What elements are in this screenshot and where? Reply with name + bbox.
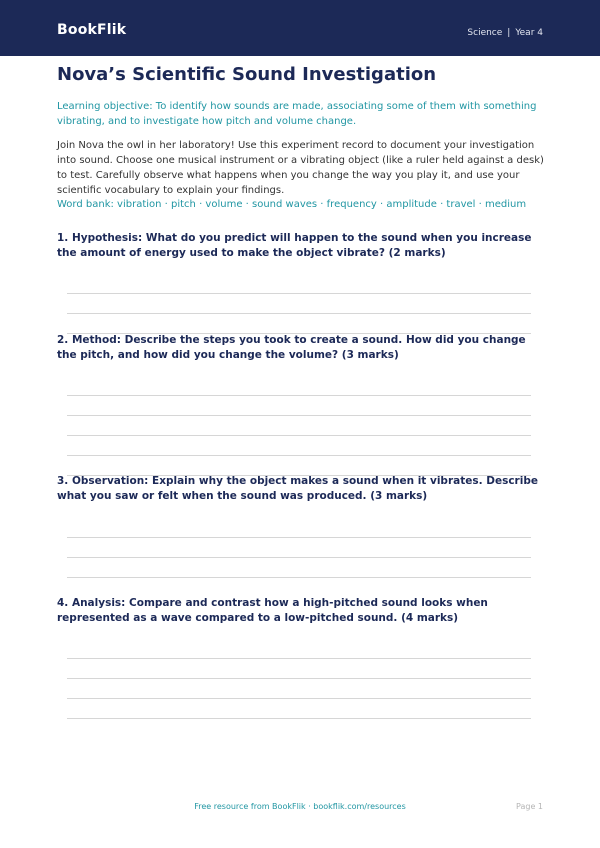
header-bar	[0, 0, 600, 56]
answer-line[interactable]	[67, 658, 531, 659]
word-bank: Word bank: vibration · pitch · volume · sound waves · frequency · amplitude · travel · medium	[57, 199, 527, 210]
answer-line[interactable]	[67, 395, 531, 396]
brand-logo: BookFlik	[57, 22, 127, 38]
answer-line[interactable]	[67, 455, 531, 456]
learning-objective: Learning objective: To identify how sounds are made, associating some of them with something vibrating, and to investigate how pitch and volume change.	[57, 101, 537, 127]
subject-label: Science	[467, 28, 503, 38]
year-label: Year 4	[515, 28, 543, 38]
subject-year	[467, 28, 543, 38]
meta-separator: |	[507, 28, 511, 38]
answer-line[interactable]	[67, 577, 531, 578]
answer-line[interactable]	[67, 313, 531, 314]
footer-link[interactable]: Free resource from BookFlik · bookflik.com/resources	[194, 802, 406, 811]
answer-line[interactable]	[67, 293, 531, 294]
answer-line[interactable]	[67, 537, 531, 538]
answer-line[interactable]	[67, 678, 531, 679]
answer-line[interactable]	[67, 698, 531, 699]
answer-line[interactable]	[67, 557, 531, 558]
question-4: 4. Analysis: Compare and contrast how a high-pitched sound looks when represented as a wave compared to a low-pitched sound. (4 marks)	[57, 597, 488, 624]
answer-line[interactable]	[67, 718, 531, 719]
answer-line[interactable]	[67, 435, 531, 436]
answer-line[interactable]	[67, 415, 531, 416]
page-title: Nova’s Scientific Sound Investigation	[57, 64, 437, 85]
page-number: Page 1	[516, 802, 543, 811]
question-1: 1. Hypothesis: What do you predict will happen to the sound when you increase the amount of energy used to make the object vibrate? (2 marks)	[57, 232, 532, 259]
question-2: 2. Method: Describe the steps you took to create a sound. How did you change the pitch, and how did you change the volume? (3 marks)	[57, 334, 526, 361]
intro-paragraph: Join Nova the owl in her laboratory! Use this experiment record to document your investigation into sound. Choose one musical instrument or a vibrating object (like a ruler held against a desk) to test. Carefully observe what happens when you change the way you play it, and use your scientific vocabulary to explain your findings.	[57, 140, 544, 196]
question-3: 3. Observation: Explain why the object makes a sound when it vibrates. Describe what you saw or felt when the sound was produced. (3 marks)	[57, 475, 538, 502]
